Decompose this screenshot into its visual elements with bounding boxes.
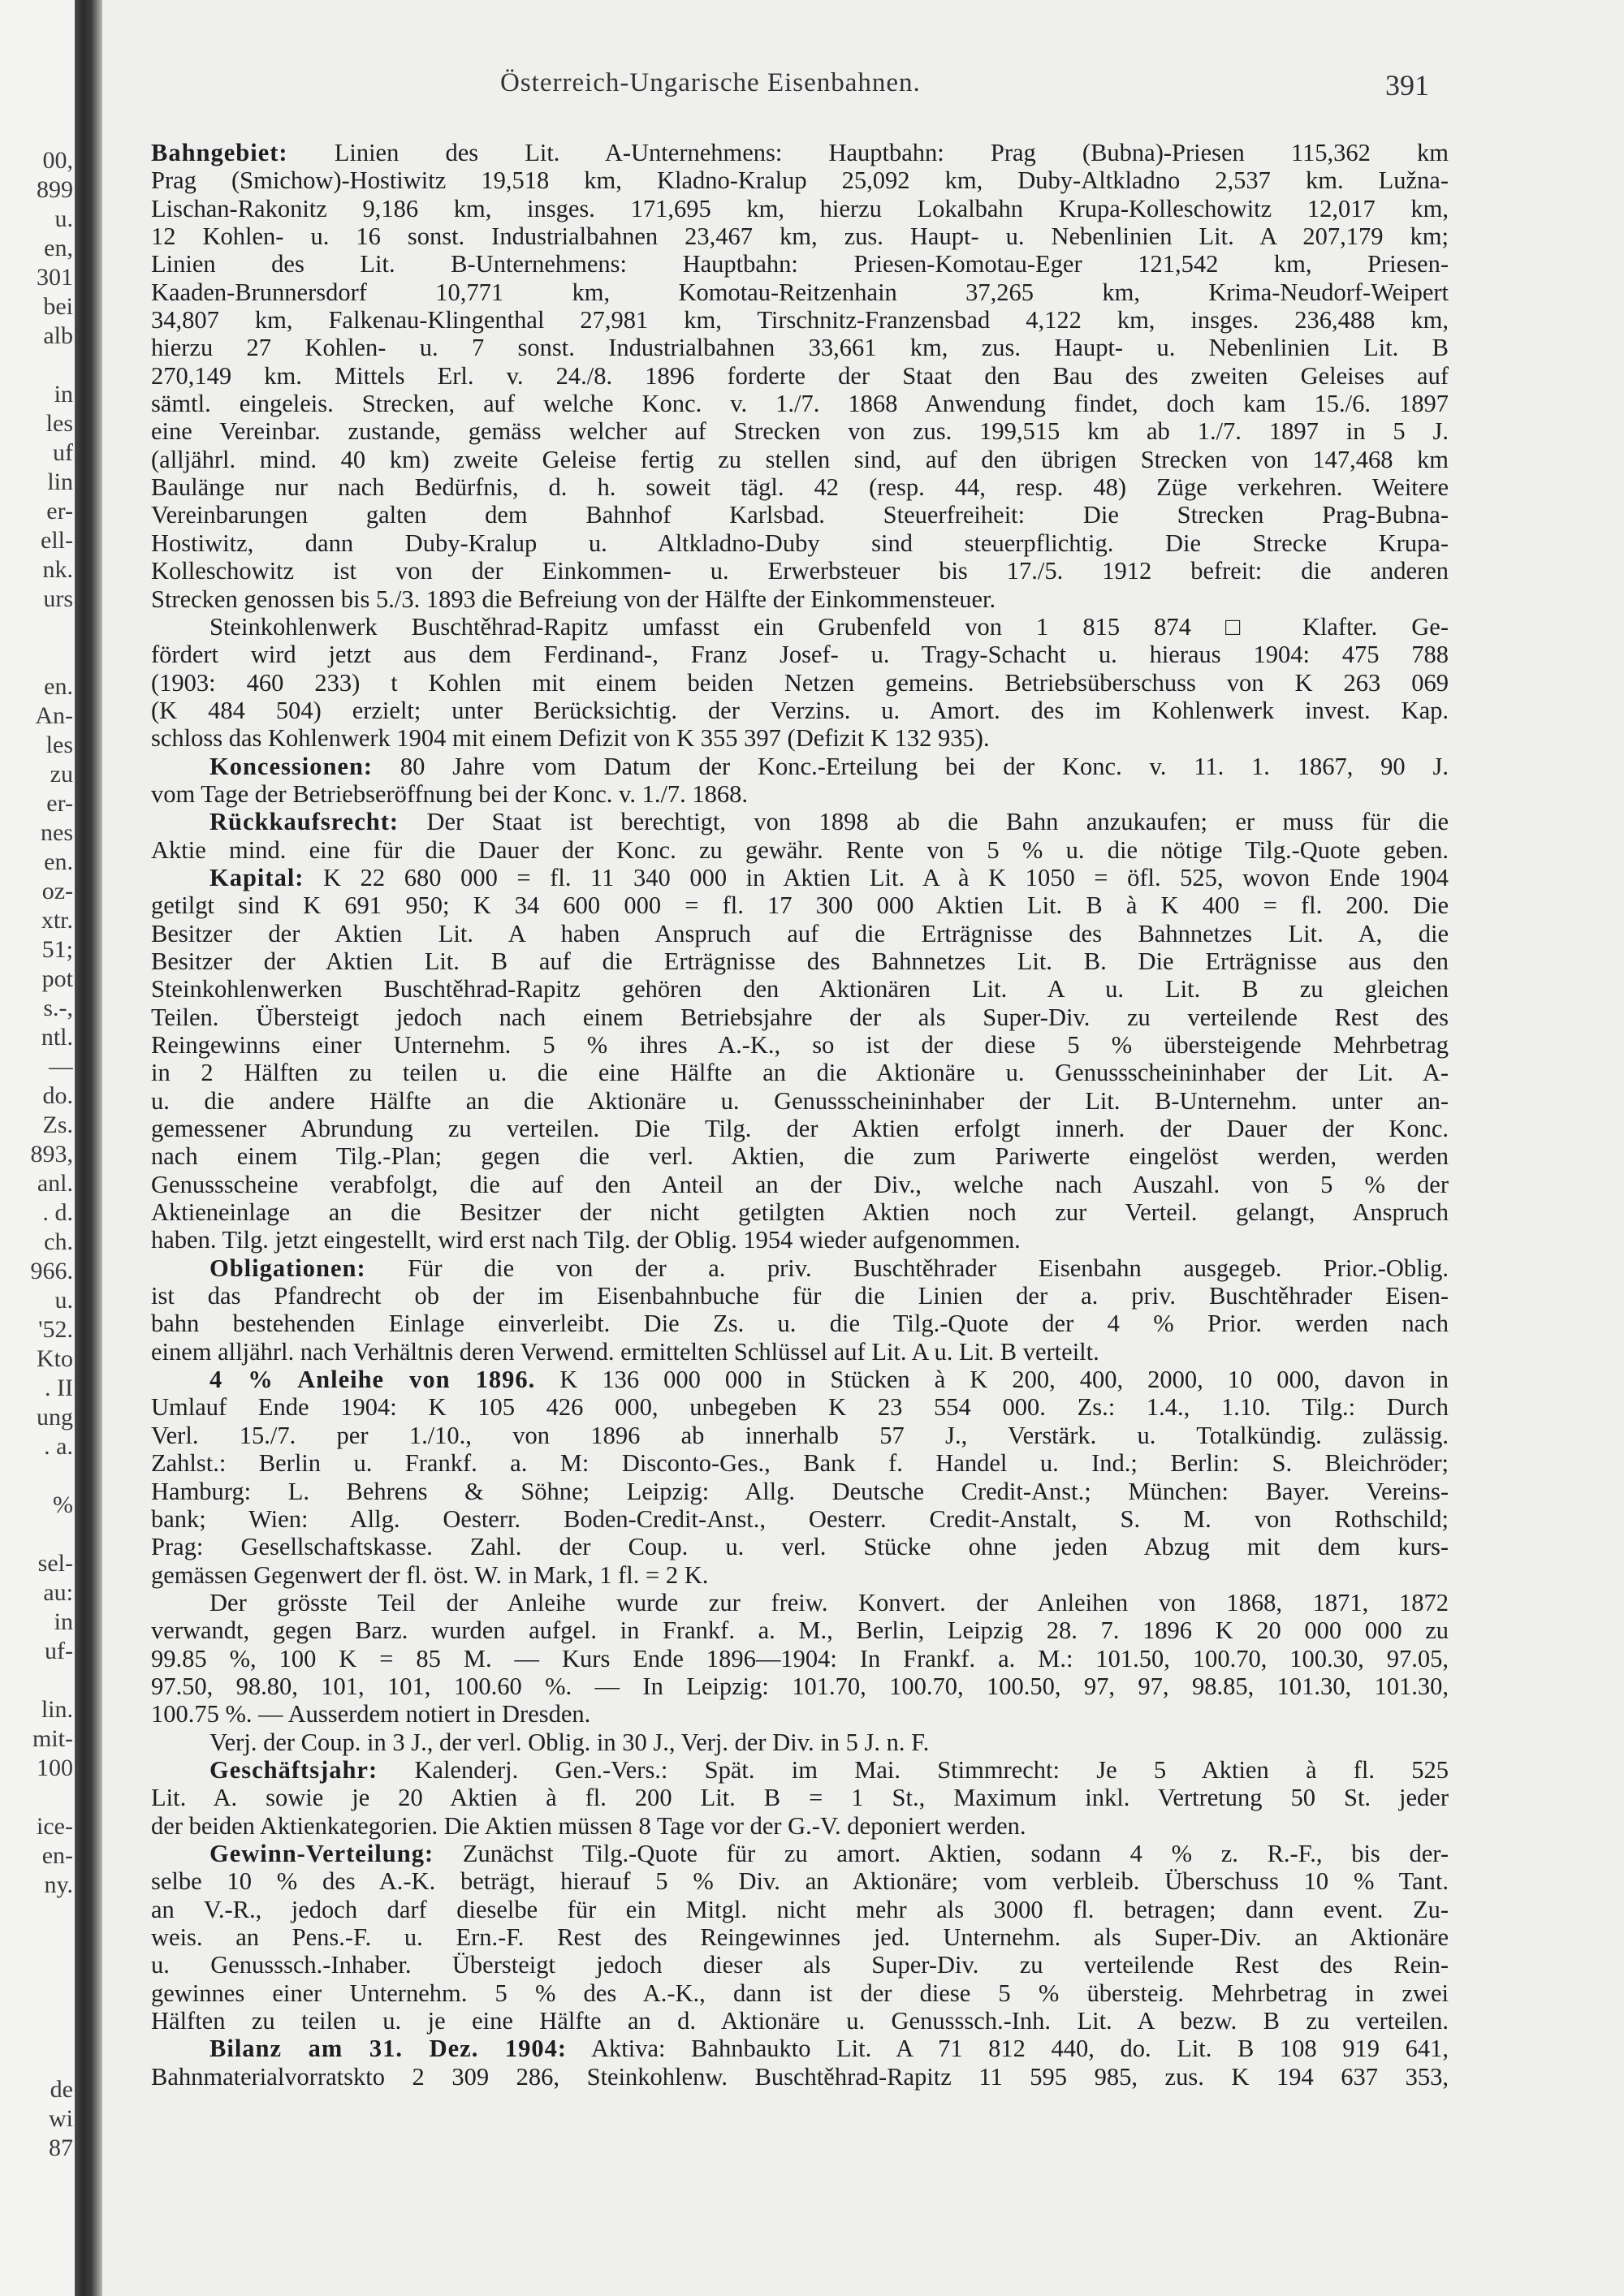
margin-fragment: er- [46, 498, 73, 524]
margin-fragment: bei [43, 294, 73, 320]
text-line: nach einem Tilg.-Plan; gegen die verl. Aktien, die zum Pariwerte eingelöst werden, werden [151, 1142, 1449, 1171]
text-line: Steinkohlenwerken Buschtěhrad-Rapitz gehören den Aktionären Lit. A u. Lit. B zu gleichen [151, 975, 1449, 1003]
text-line: fördert wird jetzt aus dem Ferdinand-, Franz Josef- u. Tragy-Schacht u. hieraus 1904: 475 788 [151, 641, 1449, 669]
margin-fragment: ice- [37, 1814, 73, 1840]
margin-fragment: nes [41, 820, 73, 846]
margin-fragment: ch. [44, 1229, 73, 1255]
text-line: Aktie mind. eine für die Dauer der Konc. zu gewähr. Rente von 5 % u. die nötige Tilg.-Quote geben. [151, 835, 1449, 864]
margin-fragment: 51; [41, 937, 73, 963]
margin-fragment: anl. [37, 1171, 73, 1197]
margin-fragment: er- [46, 791, 73, 817]
section-heading: Gewinn-Verteilung: [209, 1839, 434, 1867]
text-line: (alljährl. mind. 40 km) zweite Geleise fertig zu stellen sind, auf den übrigen Strecken von 147,468 km [151, 445, 1449, 473]
margin-fragment: 00, [42, 148, 73, 174]
text-line: gemessener Abrundung zu verteilen. Die Tilg. der Aktien erfolgt innerh. der Dauer der Konc. [151, 1115, 1449, 1143]
margin-fragment: lin [47, 469, 73, 495]
section-text: Kalenderj. Gen.-Vers.: Spät. im Mai. Stimmrecht: Je 5 Aktien à fl. 525 [378, 1755, 1449, 1784]
text-line: 97.50, 98.80, 101, 101, 100.60 %. — In Leipzig: 101.70, 100.70, 100.50, 97, 97, 98.85, 101.30, 101.30, [151, 1672, 1449, 1700]
section-heading: 4 % Anleihe von 1896. [209, 1366, 536, 1394]
margin-fragment: . a. [44, 1434, 73, 1460]
margin-fragment: xtr. [41, 908, 73, 934]
text-line: der beiden Aktienkategorien. Die Aktien müssen 8 Tage vor der G.-V. deponiert werden. [151, 1811, 1026, 1840]
margin-fragment: zu [50, 762, 73, 788]
text-line: in 2 Hälften zu teilen u. die eine Hälfte an die Aktionäre u. Genussscheininhaber der Lit. A- [151, 1059, 1449, 1087]
margin-fragment: do. [42, 1083, 73, 1109]
section-text: Für die von der a. priv. Buschtěhrader Eisenbahn ausgegeb. Prior.-Oblig. [365, 1254, 1449, 1282]
text-line: Aktieneinlage an die Besitzer der nicht getilgten Aktien noch zur Verteil. gelangt, Anspruch [151, 1198, 1449, 1227]
book-gutter-fold [75, 0, 102, 2296]
text-line: selbe 10 % des A.-K. beträgt, hierauf 5 % Div. an Aktionäre; vom verbleib. Überschuss 10 % Tant. [151, 1867, 1449, 1896]
text-line: eine Vereinbar. zustande, gemäss welcher auf Strecken von zus. 199,515 km ab 1./7. 1897 in 5 J. [151, 417, 1449, 446]
text-line: Lischan-Rakonitz 9,186 km, insges. 171,695 km, hierzu Lokalbahn Krupa-Kolleschowitz 12,017 km, [151, 194, 1449, 222]
margin-fragment: ung [37, 1405, 73, 1431]
text-line: Bahnmaterialvorratskto 2 309 286, Steinkohlenw. Buschtěhrad-Rapitz 11 595 985, zus. K 194 637 353, [151, 2062, 1449, 2091]
margin-fragment: nk. [42, 557, 73, 583]
section-text: Der Staat ist berechtigt, von 1898 ab die Bahn anzukaufen; er muss für die [399, 808, 1449, 836]
text-line: einem alljährl. nach Verhältnis deren Verwend. ermittelten Schlüssel auf Lit. A u. Lit. B verteilt. [151, 1337, 1099, 1366]
margin-fragment: . d. [42, 1200, 73, 1226]
section-heading: Obligationen: [209, 1254, 366, 1282]
margin-fragment: urs [43, 586, 73, 612]
section-text: K 136 000 000 in Stücken à K 200, 400, 2000, 10 000, davon in [535, 1366, 1449, 1394]
margin-fragment: Kto [37, 1346, 73, 1372]
text-line: Hostiwitz, dann Duby-Kralup u. Altkladno-Duby sind steuerpflichtig. Die Strecke Krupa- [151, 529, 1449, 557]
margin-fragment: 87 [49, 2135, 73, 2161]
margin-fragment: wi [49, 2106, 73, 2132]
text-line: Verj. der Coup. in 3 J., der verl. Oblig. in 30 J., Verj. der Div. in 5 J. n. F. [209, 1728, 930, 1756]
margin-fragment: lin. [41, 1697, 73, 1723]
margin-fragment: 966. [30, 1258, 73, 1284]
margin-fragment: uf [53, 440, 73, 466]
margin-fragment: les [45, 732, 73, 758]
margin-fragment: mit- [32, 1726, 73, 1752]
margin-fragment: ell- [41, 528, 73, 554]
text-line [151, 1840, 1449, 1867]
text-line: 100.75 %. — Ausserdem notiert in Dresden. [151, 1700, 591, 1728]
section-heading: Bilanz am 31. Dez. 1904: [209, 2035, 568, 2063]
section-heading: Rückkaufsrecht: [209, 808, 400, 836]
text-line: hierzu 27 Kohlen- u. 7 sonst. Industrialbahnen 33,661 km, zus. Haupt- u. Nebenlinien Lit. B [151, 334, 1449, 362]
margin-fragment: en, [44, 235, 73, 261]
text-line: gemässen Gegenwert der fl. öst. W. in Mark, 1 fl. = 2 K. [151, 1560, 709, 1589]
text-line: Der grösste Teil der Anleihe wurde zur freiw. Konvert. der Anleihen von 1868, 1871, 1872 [209, 1588, 1449, 1616]
text-line [151, 1254, 1449, 1282]
text-line: Kolleschowitz ist von der Einkommen- u. Erwerbsteuer bis 17./5. 1912 befreit: die anderen [151, 557, 1449, 585]
margin-fragment: in [54, 382, 73, 408]
margin-fragment: en. [44, 674, 73, 700]
text-line: Vereinbarungen galten dem Bahnhof Karlsbad. Steuerfreiheit: Die Strecken Prag-Bubna- [151, 501, 1449, 529]
margin-fragment: sel- [37, 1551, 73, 1577]
text-line: Baulänge nur nach Bedürfnis, d. h. soweit tägl. 42 (resp. 44, resp. 48) Züge verkehren. Weitere [151, 473, 1449, 502]
text-line: Hälften zu teilen u. je eine Hälfte an d. Aktionäre u. Genusssch.-Inh. Lit. A bezw. B zu verteilen. [151, 2007, 1449, 2035]
margin-fragment: alb [43, 323, 73, 349]
adjacent-page-margin [0, 0, 75, 2296]
text-line: an V.-R., jedoch darf dieselbe für ein Mitgl. nicht mehr als 3000 fl. betragen; dann event. Zu- [151, 1895, 1449, 1923]
text-line: weis. an Pens.-F. u. Ern.-F. Rest des Reingewinnes jed. Unternehm. als Super-Div. an Aktionäre [151, 1923, 1449, 1951]
margin-fragment: 893, [30, 1142, 73, 1167]
margin-fragment: u. [54, 206, 73, 232]
text-line: Reingewinns einer Unternehm. 5 % ihres A.-K., so ist der diese 5 % übersteigende Mehrbetrag [151, 1031, 1449, 1059]
text-line: Zahlst.: Berlin u. Frankf. a. M: Disconto-Ges., Bank f. Handel u. Ind.; Berlin: S. Bleichröder; [151, 1449, 1449, 1478]
text-line: u. die andere Hälfte an die Aktionäre u. Genussscheininhaber der Lit. B-Unternehm. unter an- [151, 1086, 1449, 1115]
margin-fragment: % [53, 1492, 73, 1518]
page-number: 391 [1385, 69, 1429, 101]
text-line: 12 Kohlen- u. 16 sonst. Industrialbahnen 23,467 km, zus. Haupt- u. Nebenlinien Lit. A 207,179 km; [151, 222, 1449, 251]
margin-fragment: in [54, 1609, 73, 1635]
section-text: K 22 680 000 = fl. 11 340 000 in Aktien Lit. A à K 1050 = öfl. 525, wovon Ende 1904 [304, 863, 1449, 891]
text-line: 270,149 km. Mittels Erl. v. 24./8. 1896 forderte der Staat den Bau des zweiten Geleises auf [151, 361, 1449, 390]
text-line: gewinnes einer Unternehm. 5 % des A.-K., dann ist der diese 5 % übersteig. Mehrbetrag in zwei [151, 1979, 1449, 2007]
text-line [151, 753, 1449, 780]
margin-fragment: '52. [38, 1317, 73, 1343]
text-line: Genussscheine verabfolgt, die auf den Anteil an der Div., welche nach Auszahl. von 5 % der [151, 1170, 1449, 1198]
text-line: Besitzer der Aktien Lit. B auf die Erträgnisse des Bahnnetzes Lit. B. Die Erträgnisse aus den [151, 947, 1449, 975]
section-heading: Bahngebiet: [151, 139, 288, 166]
margin-fragment: ny. [44, 1872, 73, 1898]
text-line: (1903: 460 233) t Kohlen mit einem beiden Netzen gemeins. Betriebsüberschuss von K 263 069 [151, 668, 1449, 697]
margin-fragment: 899 [37, 177, 73, 203]
text-line: vom Tage der Betriebseröffnung bei der Konc. v. 1./7. 1868. [151, 779, 749, 808]
text-line [151, 1756, 1449, 1784]
text-line [151, 808, 1449, 835]
section-text: Aktiva: Bahnbaukto Lit. A 71 812 440, do. Lit. B 108 919 641, [567, 2035, 1449, 2063]
margin-fragment: en. [44, 849, 73, 875]
section-text: Linien des Lit. A-Unternehmens: Hauptbahn: Prag (Bubna)-Priesen 115,362 km [287, 139, 1449, 166]
text-line: Lit. A. sowie je 20 Aktien à fl. 200 Lit. B = 1 St., Maximum inkl. Vertretung 50 St. jeder [151, 1784, 1449, 1812]
text-line: Steinkohlenwerk Buschtěhrad-Rapitz umfasst ein Grubenfeld von 1 815 874 □ Klafter. Ge- [209, 612, 1449, 641]
text-body [151, 139, 1449, 2091]
margin-fragment: oz- [41, 878, 73, 904]
section-heading: Kapital: [209, 863, 304, 891]
margin-fragment: 100 [37, 1755, 73, 1781]
margin-fragment: au: [43, 1580, 73, 1606]
margin-fragment: — [49, 1054, 73, 1080]
running-title: Österreich-Ungarische Eisenbahnen. [500, 68, 921, 97]
text-line: Hamburg: L. Behrens & Söhne; Leipzig: Allg. Deutsche Credit-Anst.; München: Bayer. Vereins- [151, 1477, 1449, 1505]
text-line: bank; Wien: Allg. Oesterr. Boden-Credit-Anst., Oesterr. Credit-Anstalt, S. M. von Rothschild; [151, 1504, 1449, 1533]
text-line: Kaaden-Brunnersdorf 10,771 km, Komotau-Reitzenhain 37,265 km, Krima-Neudorf-Weipert [151, 278, 1449, 306]
margin-fragment: 301 [37, 265, 73, 291]
section-heading: Geschäftsjahr: [209, 1755, 378, 1784]
margin-fragment: en- [41, 1843, 73, 1869]
text-line: (K 484 504) erzielt; unter Berücksichtig. der Verzins. u. Amort. des im Kohlenwerk invest. Kap. [151, 696, 1449, 724]
text-line: haben. Tilg. jetzt eingestellt, wird erst nach Tilg. der Oblig. 1954 wieder aufgenommen. [151, 1226, 1021, 1254]
margin-fragment: uf- [45, 1638, 73, 1664]
text-line: Prag (Smichow)-Hostiwitz 19,518 km, Kladno-Kralup 25,092 km, Duby-Altkladno 2,537 km. Lužna- [151, 166, 1449, 195]
text-line: ist das Pfandrecht ob der im Eisenbahnbuche für die Linien der a. priv. Buschtěhrader Eisen- [151, 1282, 1449, 1310]
text-line [151, 864, 1449, 891]
text-line: bahn bestehenden Einlage einverleibt. Die Zs. u. die Tilg.-Quote der 4 % Prior. werden nach [151, 1310, 1449, 1338]
text-line: Verl. 15./7. per 1./10., von 1896 ab innerhalb 57 J., Verstärk. u. Totalkündig. zulässig. [151, 1421, 1449, 1449]
text-line: Strecken genossen bis 5./3. 1893 die Befreiung von der Hälfte der Einkommensteuer. [151, 585, 996, 613]
margin-fragment: de [50, 2077, 73, 2103]
margin-fragment: les [45, 411, 73, 437]
section-heading: Koncessionen: [209, 752, 374, 780]
text-line: verwandt, gegen Barz. wurden aufgel. in Frankf. a. M., Berlin, Leipzig 28. 7. 1896 K 20 000 000 zu [151, 1616, 1449, 1645]
text-line: 99.85 %, 100 K = 85 M. — Kurs Ende 1896—1904: In Frankf. a. M.: 101.50, 100.70, 100.30, 97.05, [151, 1644, 1449, 1672]
text-line [151, 1366, 1449, 1393]
text-line: sämtl. eingeleis. Strecken, auf welche Konc. v. 1./7. 1868 Anwendung findet, doch kam 15./6. 1897 [151, 390, 1449, 418]
margin-fragment: s.-, [43, 995, 73, 1021]
text-line: schloss das Kohlenwerk 1904 mit einem Defizit von K 355 397 (Defizit K 132 935). [151, 724, 990, 753]
margin-fragment: pot [41, 966, 73, 992]
text-line: Linien des Lit. B-Unternehmens: Hauptbahn: Priesen-Komotau-Eger 121,542 km, Priesen- [151, 250, 1449, 278]
text-line: Teilen. Übersteigt jedoch nach einem Betriebsjahre der als Super-Div. zu verteilende Rest des [151, 1003, 1449, 1031]
text-line: getilgt sind K 691 950; K 34 600 000 = fl. 17 300 000 Aktien Lit. B à K 400 = fl. 200. Die [151, 891, 1449, 920]
text-line: Besitzer der Aktien Lit. A haben Anspruch auf die Erträgnisse des Bahnnetzes Lit. A, die [151, 919, 1449, 947]
section-text: 80 Jahre vom Datum der Konc.-Erteilung bei der Konc. v. 11. 1. 1867, 90 J. [373, 752, 1449, 780]
section-text: Zunächst Tilg.-Quote für zu amort. Aktien, sodann 4 % z. R.-F., bis der- [434, 1839, 1449, 1867]
text-line: u. Genusssch.-Inhaber. Übersteigt jedoch dieser als Super-Div. zu verteilende Rest des Rein- [151, 1951, 1449, 1979]
margin-fragment: u. [54, 1288, 73, 1314]
text-line [151, 139, 1449, 166]
margin-fragment: ntl. [41, 1025, 73, 1051]
margin-fragment: . II [45, 1375, 73, 1401]
text-line: 34,807 km, Falkenau-Klingenthal 27,981 km, Tirschnitz-Franzensbad 4,122 km, insges. 236,488 km, [151, 306, 1449, 334]
text-line: Prag: Gesellschaftskasse. Zahl. der Coup. u. verl. Stücke ohne jeden Abzug mit dem kurs- [151, 1533, 1449, 1561]
text-line [151, 2035, 1449, 2062]
margin-fragment: An- [35, 703, 73, 729]
margin-fragment: Zs. [42, 1112, 73, 1138]
text-line: Umlauf Ende 1904: K 105 426 000, unbegeben K 23 554 000. Zs.: 1.4., 1.10. Tilg.: Durch [151, 1393, 1449, 1422]
